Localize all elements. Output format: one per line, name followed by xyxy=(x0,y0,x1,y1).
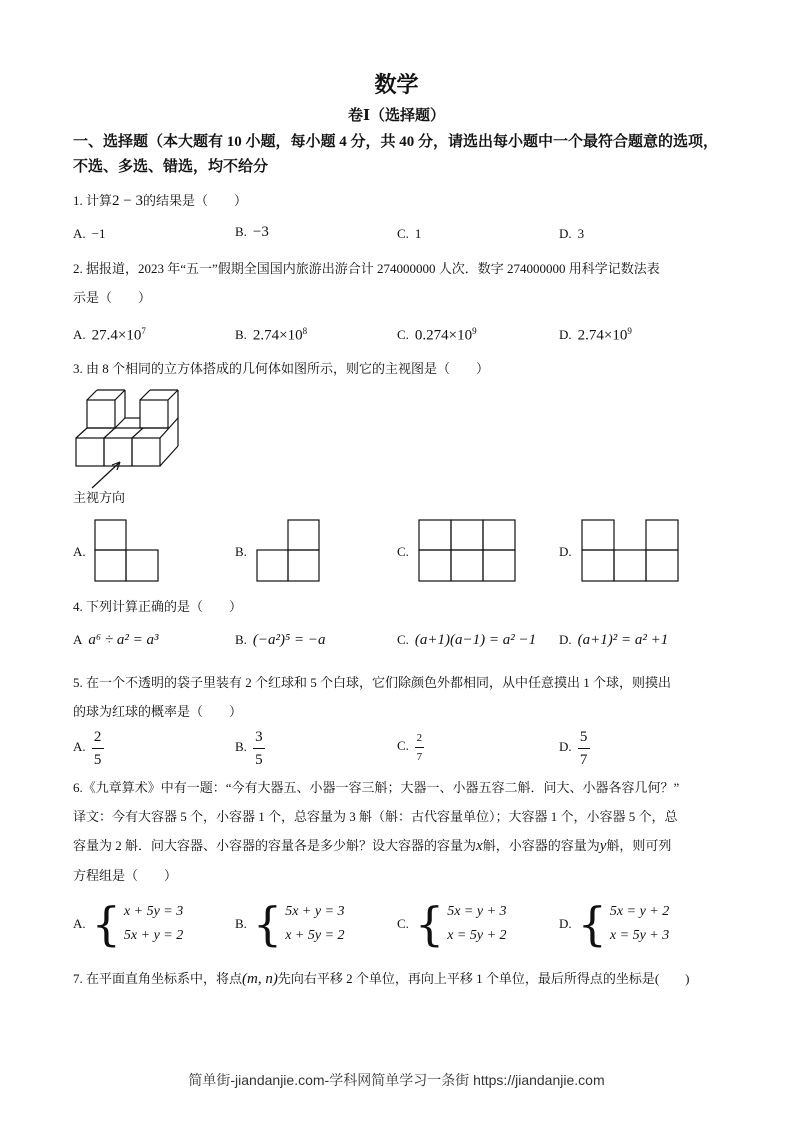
question-5-option-c: C. $\frac{2}{7}$ xyxy=(397,732,423,763)
question-4-option-b: B. (−a²)⁵ = −a xyxy=(235,632,326,648)
question-1-option-b: B. −3 xyxy=(235,224,269,240)
question-3-option-a-label: A. xyxy=(73,544,86,559)
left-brace-icon: { xyxy=(91,897,121,951)
question-1-stem: 1. 计算2 − 3的结果是（ ） xyxy=(73,193,247,209)
question-2-stem: 2. 据报道，2023 年“五一”假期全国国内旅游出游合计 274000000 人次．数字 274000000 用科学记数法表 示是（ ） xyxy=(73,261,660,305)
question-1-option-a: A. −1 xyxy=(73,226,106,241)
fraction: $\frac{2}{7}$ xyxy=(416,732,423,763)
question-3-option-c-label: C. xyxy=(397,544,409,559)
question-3-option-d-figure xyxy=(581,519,681,583)
question-2-option-d: D. $2.74\times 10^9$ xyxy=(559,326,632,344)
question-4-option-c: C. (a+1)(a−1) = a² −1 xyxy=(397,632,537,648)
left-brace-icon: { xyxy=(252,897,283,951)
footer-watermark: 简单街-jiandanjie.com-学科网简单学习一条街 https://jiandanjie.com xyxy=(188,1072,605,1088)
question-6-option-d: D. { 5x = y + 2 x = 5y + 3 xyxy=(559,897,670,951)
question-1-option-c: C. 1 xyxy=(397,226,422,241)
question-2-option-c: C. $0.274\times 10^9$ xyxy=(397,326,477,344)
question-7-stem: 7. 在平面直角坐标系中，将点(m, n)先向右平移 2 个单位，再向上平移 1 个单位，最后所得点的坐标是( ) xyxy=(73,971,690,987)
question-3-option-b-label: B. xyxy=(235,544,247,559)
page-title: 数学 xyxy=(374,72,419,97)
question-4-stem: 4. 下列计算正确的是（ ） xyxy=(73,599,243,614)
question-5-option-a: A. $\frac{2}{5}$ xyxy=(73,728,104,769)
question-6-option-b: B. { 5x + y = 3 x + 5y = 2 xyxy=(235,897,345,951)
question-1-option-d: D. 3 xyxy=(559,226,585,241)
fraction: $\frac{3}{5}$ xyxy=(253,728,265,769)
question-4-option-d: D. (a+1)² = a² +1 xyxy=(559,632,669,648)
section-subtitle: 卷Ⅰ（选择题） xyxy=(347,108,446,124)
fraction: $\frac{2}{5}$ xyxy=(92,728,104,769)
question-3-stem: 3. 由 8 个相同的立方体搭成的几何体如图所示，则它的主视图是（ ） xyxy=(73,361,490,376)
question-4-option-a: A a⁶ ÷ a² = a³ xyxy=(73,632,159,648)
question-6-option-a: A. { x + 5y = 3 5x + y = 2 xyxy=(73,897,184,951)
left-brace-icon: { xyxy=(414,897,445,951)
view-direction-caption: 主视方向 xyxy=(73,491,126,506)
section-heading: 一、选择题（本大题有 10 小题，每小题 4 分，共 40 分，请选出每小题中一个最符合题意的选项，不选、多选、错选，均不给分 xyxy=(73,134,719,175)
question-6-option-c: C. { 5x = y + 3 x = 5y + 2 xyxy=(397,897,507,951)
fraction: $\frac{5}{7}$ xyxy=(578,728,590,769)
left-brace-icon: { xyxy=(577,897,607,951)
view-direction-arrow-icon xyxy=(86,458,136,490)
question-3-option-c-figure xyxy=(418,519,518,583)
question-2-option-a: A. $27.4\times 10^7$ xyxy=(73,326,146,344)
question-5-option-d: D. $\frac{5}{7}$ xyxy=(559,728,590,769)
question-3-option-b-figure xyxy=(256,519,322,583)
question-3-option-d-label: D. xyxy=(559,544,572,559)
question-5-stem: 5. 在一个不透明的袋子里装有 2 个红球和 5 个白球，它们除颜色外都相同，从中任意摸出 1 个球，则摸出 的球为红球的概率是（ ） xyxy=(73,675,672,719)
question-3-option-a-figure xyxy=(94,519,160,583)
question-2-option-b: B. $2.74\times 10^8$ xyxy=(235,326,308,344)
question-6-stem: 6.《九章算术》中有一题：“今有大器五、小器一容三斛；大器一、小器五容二斛．问大、小器各容几何？” 译文：今有大容器 5 个，小容器 1 个，总容量为 3 斛（斛：古代容量单位）；大容器 1 个，小容器 5 个，总 容量为 2 斛．问大容器、小容器的容量各是多少斛？设大容器的容量为x斛，小容器的容量为y斛，则可列 方程组是（ ） xyxy=(73,780,680,883)
question-5-option-b: B. $\frac{3}{5}$ xyxy=(235,728,265,769)
